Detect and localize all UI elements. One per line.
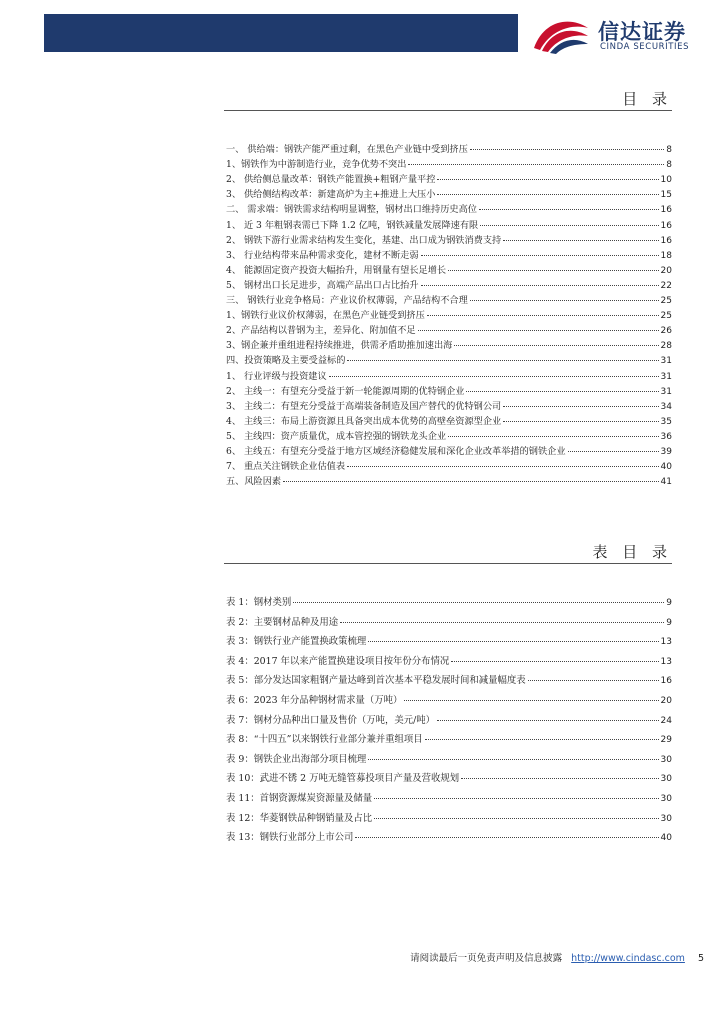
toc-entry-label: 3、 行业结构带来品种需求变化，建材不断走弱	[226, 249, 419, 261]
dot-leader	[448, 270, 658, 271]
toc-entry-page: 10	[660, 175, 672, 186]
table-list-entry-page: 9	[666, 617, 672, 628]
table-list-entry[interactable]	[226, 731, 672, 749]
toc-entry[interactable]	[226, 414, 672, 429]
toc-entry-label: 3、 主线二：有望充分受益于高端装备制造及国产替代的优特钢公司	[226, 400, 502, 412]
toc-entry[interactable]	[226, 172, 672, 187]
toc-entry-page: 16	[660, 220, 672, 231]
tables-toc-title: 表 目 录	[592, 543, 672, 561]
toc-entry-page: 25	[660, 311, 672, 322]
toc-entry-page: 18	[660, 250, 672, 261]
table-list-entry-label: 表 7：钢材分品种出口量及售价（万吨，美元/吨）	[226, 714, 435, 726]
toc-entry-label: 一、 供给端：钢铁产能严重过剩，在黑色产业链中受到挤压	[226, 144, 468, 155]
dot-leader	[480, 225, 658, 226]
toc-entry-page: 25	[660, 296, 672, 306]
table-list-entry-label: 表 2：主要钢材品种及用途	[226, 616, 339, 628]
table-list-entry-page: 30	[660, 754, 672, 765]
dot-leader	[437, 179, 658, 180]
table-list-entry-page: 13	[660, 637, 672, 648]
table-list-entry-page: 9	[666, 598, 672, 608]
toc-entry-label: 1、钢铁行业议价权薄弱，在黑色产业链受到挤压	[226, 310, 425, 322]
toc-entry-label: 1、 近 3 年粗钢表需已下降 1.2 亿吨，钢铁减量发展降速有限	[226, 219, 479, 231]
table-list-entry-label: 表 13：钢铁行业部分上市公司	[226, 832, 354, 844]
toc-entry-label: 四、投资策略及主要受益标的	[226, 355, 346, 367]
toc-entry-page: 39	[660, 447, 672, 457]
toc-entry[interactable]	[226, 157, 672, 172]
dot-leader	[347, 466, 659, 467]
dot-leader	[479, 209, 659, 210]
toc-entry[interactable]	[226, 444, 672, 459]
dot-leader	[437, 194, 658, 195]
toc-entry-page: 8	[666, 145, 672, 155]
table-list-entry-label: 表 1：钢材类别	[226, 597, 292, 608]
toc-top-divider	[224, 110, 672, 111]
toc-entry[interactable]	[226, 202, 672, 217]
toc-entry-page: 15	[660, 190, 672, 201]
toc-entry-label: 二、 需求端：钢铁需求结构明显调整，钢材出口维持历史高位	[226, 204, 477, 216]
toc-entry[interactable]	[226, 218, 672, 233]
dot-leader	[503, 240, 658, 241]
footer-page-number: 5	[697, 953, 704, 964]
cinda-logo-icon	[530, 14, 592, 54]
toc-entry-page: 40	[660, 462, 672, 473]
logo-english-name: CINDA SECURITIES	[600, 42, 690, 52]
table-list-entry-page: 30	[660, 794, 672, 804]
tables-toc-top-divider	[224, 563, 672, 564]
table-list-entry[interactable]	[226, 692, 672, 710]
toc-entry-label: 三、 钢铁行业竞争格局：产业议价权薄弱，产品结构不合理	[226, 295, 468, 306]
table-list-entry-page: 20	[660, 696, 672, 706]
toc-entry-label: 2、 主线一：有望充分受益于新一轮能源周期的优特钢企业	[226, 385, 465, 397]
toc-entry-page: 28	[660, 341, 672, 352]
dot-leader	[437, 720, 659, 721]
toc-entry[interactable]	[226, 474, 672, 489]
toc-entry-label: 5、 钢材出口长足进步，高端产品出口占比抬升	[226, 279, 419, 291]
table-list-entry-page: 24	[660, 715, 672, 726]
toc-entry[interactable]	[226, 233, 672, 248]
table-list-entry-label: 表 10：武进不锈 2 万吨无缝管募投项目产量及营收规划	[226, 773, 460, 785]
toc-entry-label: 7、 重点关注钢铁企业估值表	[226, 461, 346, 473]
table-list-entry[interactable]	[226, 653, 672, 671]
toc-entry[interactable]	[226, 384, 672, 399]
toc-entry[interactable]	[226, 353, 672, 368]
page-footer	[410, 950, 704, 964]
toc-entry-page: 20	[660, 265, 672, 276]
dot-leader	[470, 149, 664, 150]
toc-entry-page: 36	[660, 431, 672, 442]
toc-entry-label: 2、 供给侧总量改革：钢铁产能置换+粗钢产量平控	[226, 174, 436, 186]
dot-leader	[329, 376, 659, 377]
toc-entry-page: 31	[660, 386, 672, 397]
dot-leader	[374, 798, 658, 799]
table-list-entry-label: 表 11：首钢资源煤炭资源量及储量	[226, 793, 373, 804]
dot-leader	[503, 406, 658, 407]
table-list-entry-label: 表 3：钢铁行业产能置换政策梳理	[226, 636, 367, 648]
table-list-entry[interactable]	[226, 672, 672, 690]
toc-entry-label: 5、 主线四：资产质量优，成本管控强的钢铁龙头企业	[226, 430, 447, 442]
toc-entry-label: 6、 主线五：有望充分受益于地方区域经济稳健发展和深化企业改革举措的钢铁企业	[226, 446, 566, 457]
toc-entry-page: 26	[660, 326, 672, 337]
table-list-entry-label: 表 9：钢铁企业出海部分项目梳理	[226, 753, 367, 765]
dot-leader	[454, 345, 658, 346]
toc-entry-label: 1、 行业评级与投资建议	[226, 370, 327, 382]
toc-entry[interactable]	[226, 263, 672, 278]
toc-entry-label: 3、 供给侧结构改革：新建高炉为主+推进上大压小	[226, 189, 436, 201]
dot-leader	[503, 421, 658, 422]
table-list-entry[interactable]	[226, 633, 672, 651]
dot-leader	[347, 360, 658, 361]
dot-leader	[448, 436, 658, 437]
table-list-entry[interactable]	[226, 614, 672, 632]
dot-leader	[293, 602, 664, 603]
table-list-entry-page: 16	[660, 676, 672, 687]
dot-leader	[368, 641, 658, 642]
table-list-entry[interactable]	[226, 829, 672, 847]
toc-entry[interactable]	[226, 142, 672, 157]
toc-entry[interactable]	[226, 399, 672, 414]
toc-entry[interactable]	[226, 293, 672, 308]
table-list-entry-page: 40	[660, 833, 672, 844]
table-list-entry-label: 表 6：2023 年分品种钢材需求量（万吨）	[226, 695, 403, 706]
table-list-entry-label: 表 8：“十四五”以来钢铁行业部分兼并重组项目	[226, 734, 423, 746]
table-list-entry[interactable]	[226, 594, 672, 612]
toc-entry-page: 41	[660, 477, 672, 488]
dot-leader	[408, 164, 664, 165]
dot-leader	[568, 451, 659, 452]
toc-entry[interactable]	[226, 323, 672, 338]
table-list-entry-label: 表 12：华菱钢铁品种钢销量及占比	[226, 812, 373, 824]
toc-entry-label: 2、 钢铁下游行业需求结构发生变化，基建、出口成为钢铁消费支持	[226, 234, 502, 246]
toc-entry-label: 4、 能源固定资产投资大幅抬升，用钢量有望长足增长	[226, 264, 447, 276]
cinda-logo	[530, 12, 720, 56]
dot-leader	[340, 622, 664, 623]
dot-leader	[427, 315, 659, 316]
dot-leader	[418, 330, 659, 331]
toc-entry[interactable]	[226, 248, 672, 263]
table-list-entry-page: 13	[660, 656, 672, 667]
toc-entry-page: 35	[660, 416, 672, 427]
dot-leader	[355, 837, 658, 838]
table-list-entry-page: 30	[660, 813, 672, 824]
dot-leader	[470, 300, 659, 301]
dot-leader	[368, 759, 658, 760]
toc-entry[interactable]	[226, 187, 672, 202]
toc-entry-page: 8	[666, 160, 672, 171]
dot-leader	[283, 481, 658, 482]
dot-leader	[466, 391, 658, 392]
footer-url-link[interactable]: http://www.cindasc.com	[571, 953, 685, 964]
toc-title: 目 录	[622, 90, 672, 108]
toc-entry-page: 16	[660, 235, 672, 246]
toc-entry[interactable]	[226, 429, 672, 444]
toc-entry-page: 22	[660, 280, 672, 291]
toc-entry[interactable]	[226, 459, 672, 474]
toc-entry-page: 34	[660, 401, 672, 412]
toc-entry[interactable]	[226, 308, 672, 323]
footer-disclaimer: 请阅读最后一页免责声明及信息披露	[410, 953, 563, 964]
toc-entry-page: 31	[660, 371, 672, 382]
toc-entry-page: 31	[660, 356, 672, 367]
table-list-entry[interactable]	[226, 790, 672, 808]
toc-entry-label: 3、钢企兼并重组进程持续推进，供需矛盾助推加速出海	[226, 340, 453, 352]
header-banner	[44, 14, 518, 52]
table-list-entry-label: 表 4：2017 年以来产能置换建设项目按年份分布情况	[226, 655, 450, 667]
dot-leader	[461, 778, 658, 779]
toc-entry-page: 16	[660, 205, 672, 216]
table-list-entry-label: 表 5：部分发达国家粗钢产量达峰到首次基本平稳发展时间和减量幅度表	[226, 675, 526, 687]
table-list-entry-page: 30	[660, 774, 672, 785]
toc-entry-label: 2、产品结构以普钢为主，差异化、附加值不足	[226, 325, 416, 337]
dot-leader	[425, 739, 659, 740]
table-list-entry-page: 29	[660, 735, 672, 746]
dot-leader	[404, 700, 658, 701]
dot-leader	[528, 680, 659, 681]
toc-entry-label: 4、 主线三：布局上游资源且具备突出成本优势的高壁垒资源型企业	[226, 415, 502, 427]
dot-leader	[451, 661, 658, 662]
table-list-entry[interactable]	[226, 751, 672, 769]
dot-leader	[421, 255, 659, 256]
toc-entry-label: 1、钢铁作为中游制造行业，竞争优势不突出	[226, 159, 407, 171]
toc-entry[interactable]	[226, 338, 672, 353]
logo-chinese-name: 信达证券	[598, 20, 686, 44]
dot-leader	[421, 285, 659, 286]
toc-entry[interactable]	[226, 369, 672, 384]
toc-entry[interactable]	[226, 278, 672, 293]
toc-entry-label: 五、风险因素	[226, 476, 282, 488]
table-list-entry[interactable]	[226, 810, 672, 828]
table-list-entry[interactable]	[226, 712, 672, 730]
table-list-entry[interactable]	[226, 770, 672, 788]
dot-leader	[374, 818, 658, 819]
